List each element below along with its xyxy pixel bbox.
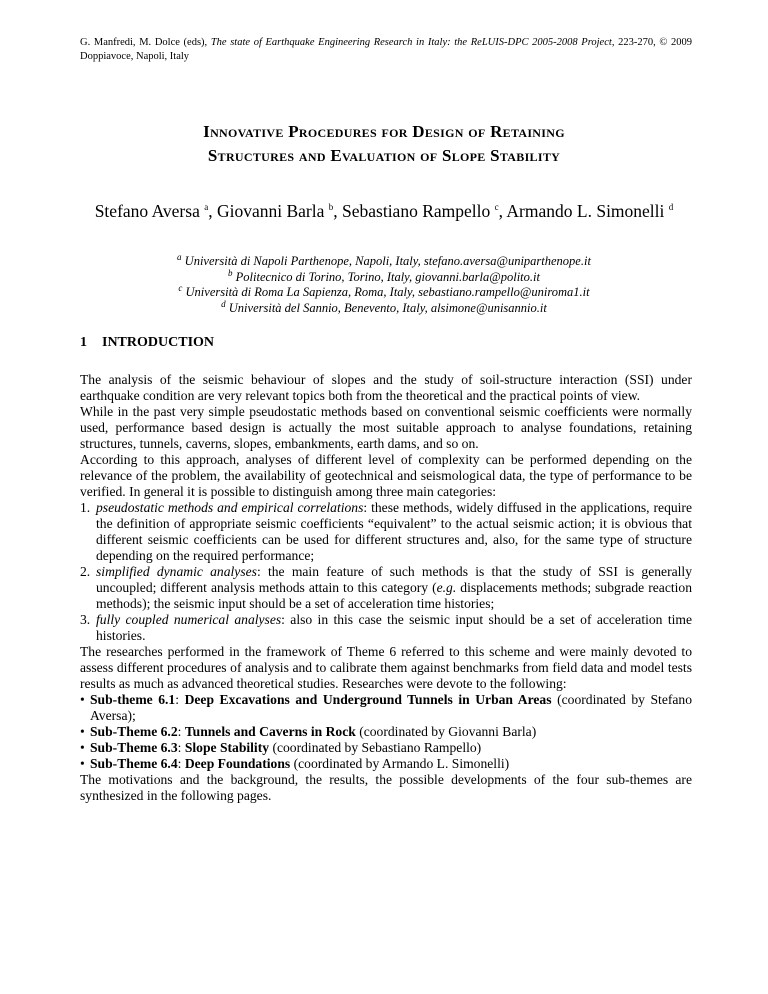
affiliation-item: $^b$ Politecnico di Torino, Torino, Italy, giovanni.barla@polito.it: [228, 267, 540, 284]
author-name: Sebastiano Rampello: [342, 201, 491, 221]
author-affiliation-mark: c: [494, 202, 499, 213]
list-item: • Sub-theme 6.1: Deep Excavations and Underground Tunnels in Urban Areas (coordinated by Stefano Aversa);: [80, 692, 693, 723]
affiliation-list: [40, 251, 728, 316]
subtheme-list: [80, 692, 692, 772]
category-list: [80, 500, 692, 644]
list-item: 2. simplified dynamic analyses: the main feature of such methods is that the study of SSI is generally uncoupled; different analysis methods attain to this category (e.g. displacements methods; subgrade reaction methods); the seismic input should be a set of acceleration time histories;: [80, 564, 692, 611]
section-heading: [80, 335, 214, 351]
list-item: 1. pseudostatic methods and empirical correlations: these methods, widely diffused in the applications, require the definition of appropriate seismic coefficients “equivalent” to the actual seismic action; it is obvious that different seismic coefficients can be used for different structures and, also, for the same type of structure depending on the required performance;: [80, 500, 692, 563]
list-item: • Sub-Theme 6.2: Tunnels and Caverns in Rock (coordinated by Giovanni Barla): [80, 724, 537, 739]
paragraph: According to this approach, analyses of different level of complexity can be performed depending on the relevance of the problem, the availability of geotechnical and seismological data, the type of performance to be verified. In general it is possible to distinguish among three main categories:: [80, 452, 692, 499]
affiliation-item: $^c$ Università di Roma La Sapienza, Roma, Italy, sebastiano.rampello@uniroma1.it: [178, 282, 590, 299]
section-title: INTRODUCTION: [102, 335, 215, 350]
citation-book-title: The state of Earthquake Engineering Research in Italy: the ReLUIS-DPC 2005-2008 Project: [210, 37, 612, 48]
paragraph: The researches performed in the framework of Theme 6 referred to this scheme and were mainly devoted to assess different procedures of analysis and to calibrate them against benchmarks from field data and model tests results as much as advanced theoretical studies. Researches were devote to the following:: [80, 644, 692, 691]
author-name: Armando L. Simonelli: [506, 201, 665, 221]
affiliation-item: $^d$ Università del Sannio, Benevento, Italy, alsimone@unisannio.it: [221, 298, 547, 315]
paragraph: While in the past very simple pseudostatic methods based on conventional seismic coefficients were normally used, performance based design is actually the most suitable approach to analyse foundations, retaining structures, tunnels, caverns, slopes, embankments, earth dams, and so on.: [80, 404, 692, 451]
paragraph: The analysis of the seismic behaviour of slopes and the study of soil-structure interaction (SSI) under earthquake condition are very relevant topics both from the theoretical and the practical points of view.: [80, 372, 692, 403]
author-affiliation-mark: b: [328, 202, 334, 213]
list-item: • Sub-Theme 6.3: Slope Stability (coordinated by Sebastiano Rampello): [80, 740, 482, 755]
section-body: [80, 372, 692, 804]
list-item: • Sub-Theme 6.4: Deep Foundations (coordinated by Armando L. Simonelli): [80, 756, 510, 771]
paper-title-line-1: Innovative Procedures for Design of Retaining: [203, 122, 565, 141]
citation-header: [80, 36, 692, 64]
author-affiliation-mark: a: [204, 202, 209, 213]
paragraph: The motivations and the background, the results, the possible developments of the four sub-themes are synthesized in the following pages.: [80, 772, 692, 803]
author-list: Stefano Aversa $^a$, Giovanni Barla $^b$, Sebastiano Rampello $^c$, Armando L. Simonelli $^d$: [94, 201, 674, 221]
author-name: Giovanni Barla: [216, 201, 325, 221]
citation-editors: G. Manfredi, M. Dolce (eds),: [80, 37, 211, 48]
author-affiliation-mark: d: [668, 202, 674, 213]
author-name: Stefano Aversa: [94, 201, 200, 221]
affiliation-item: $^a$ Università di Napoli Parthenope, Napoli, Italy, stefano.aversa@uniparthenope.it: [177, 251, 591, 268]
list-item: 3. fully coupled numerical analyses: also in this case the seismic input should be a set of acceleration time histories.: [80, 612, 692, 643]
section-number: 1: [80, 335, 87, 350]
paper-title-line-2: Structures and Evaluation of Slope Stability: [207, 146, 561, 165]
paper-title: [60, 120, 708, 168]
citation-pages-publisher: , 223-270, © 2009 Doppiavoce, Napoli, Italy: [80, 37, 692, 62]
